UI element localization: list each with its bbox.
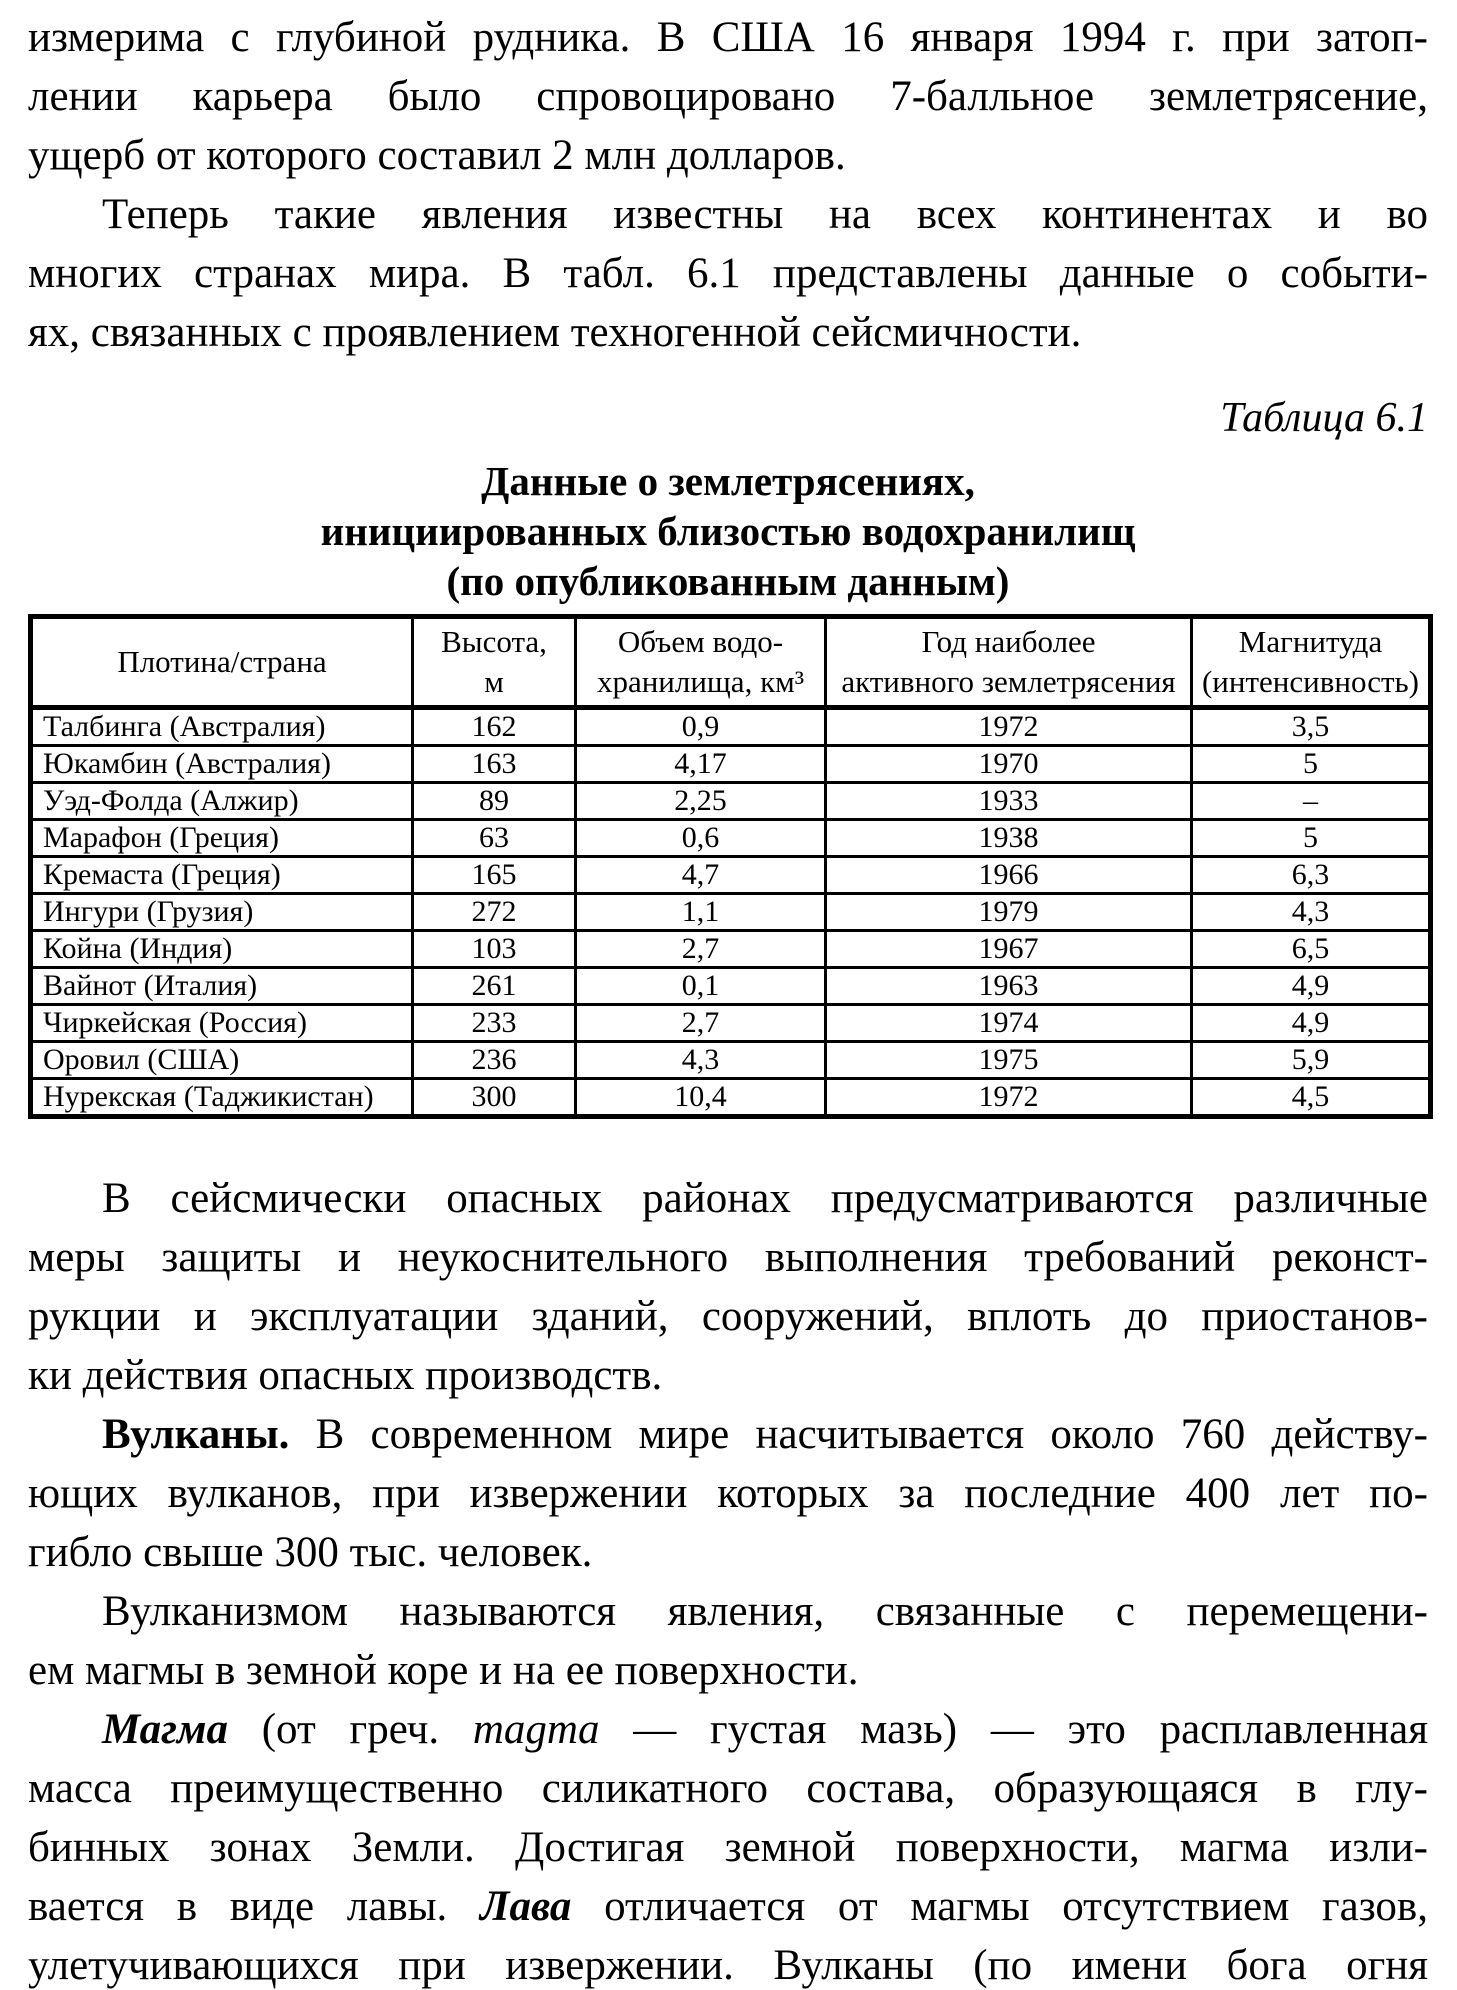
text-line <box>28 1582 1428 1641</box>
year-cell: 1975 <box>826 1042 1192 1079</box>
header-line: Год наиболее <box>921 624 1096 659</box>
dam-country-cell: Вайнот (Италия) <box>31 968 413 1005</box>
earthquake-data-table <box>28 614 1433 1119</box>
volume-cell: 4,17 <box>576 746 826 783</box>
table-row <box>31 820 1431 857</box>
height-cell: 236 <box>413 1042 576 1079</box>
year-cell: 1963 <box>826 968 1192 1005</box>
text-segment: Вулканизмом называются явления, связанные с перемещени- <box>102 1588 1428 1635</box>
volume-cell: 2,7 <box>576 1005 826 1042</box>
table-title-line: Данные о землетрясениях, <box>481 458 975 504</box>
height-cell: 233 <box>413 1005 576 1042</box>
table-row <box>31 746 1431 783</box>
volume-cell: 4,7 <box>576 857 826 894</box>
volume-cell: 2,25 <box>576 783 826 820</box>
volume-cell: 2,7 <box>576 931 826 968</box>
height-cell: 261 <box>413 968 576 1005</box>
height-cell: 89 <box>413 783 576 820</box>
volume-cell: 1,1 <box>576 894 826 931</box>
height-cell: 300 <box>413 1079 576 1117</box>
text-segment: — густая мазь) — это расплавленная <box>599 1706 1428 1753</box>
text-segment: вается в виде лавы. <box>28 1883 480 1930</box>
dam-country-cell: Марафон (Греция) <box>31 820 413 857</box>
volume-cell: 10,4 <box>576 1079 826 1117</box>
text-line <box>28 303 1428 362</box>
height-cell: 103 <box>413 931 576 968</box>
magnitude-cell: 4,3 <box>1192 894 1431 931</box>
header-line: Магнитуда <box>1238 624 1383 659</box>
header-line: (интенсивность) <box>1201 664 1419 699</box>
text-line <box>28 8 1428 67</box>
magnitude-cell: 3,5 <box>1192 708 1431 746</box>
height-cell: 272 <box>413 894 576 931</box>
dam-country-cell: Уэд-Фолда (Алжир) <box>31 783 413 820</box>
table-row <box>31 1042 1431 1079</box>
text-segment: ем магмы в земной коре и на ее поверхности. <box>28 1647 859 1694</box>
text-segment: измерима с глубиной рудника. В США 16 января 1994 г. при затоп- <box>28 14 1428 61</box>
table-row <box>31 1079 1431 1117</box>
text-segment: ях, связанных с проявлением техногенной сейсмичности. <box>28 309 1082 356</box>
year-cell: 1966 <box>826 857 1192 894</box>
text-segment: ки действия опасных производств. <box>28 1352 663 1399</box>
intro-paragraphs <box>28 8 1428 362</box>
text-line <box>28 1877 1428 1936</box>
text-segment: рукции и эксплуатации зданий, сооружений, вплоть до приостанов- <box>28 1293 1428 1340</box>
year-cell: 1972 <box>826 708 1192 746</box>
text-segment: (от греч. <box>227 1706 473 1753</box>
magnitude-cell: 4,9 <box>1192 1005 1431 1042</box>
text-line <box>28 185 1428 244</box>
text-line <box>28 244 1428 303</box>
text-segment: отличается от магмы отсутствием газов, <box>571 1883 1428 1930</box>
text-segment: бинных зонах Земли. Достигая земной поверхности, магма изли- <box>28 1824 1428 1871</box>
text-line <box>28 1169 1428 1228</box>
volume-header <box>576 617 826 708</box>
height-cell: 162 <box>413 708 576 746</box>
text-segment: многих странах мира. В табл. 6.1 представлены данные о событи- <box>28 250 1428 297</box>
table-row <box>31 783 1431 820</box>
dam-country-cell: Ингури (Грузия) <box>31 894 413 931</box>
dam-country-cell: Оровил (США) <box>31 1042 413 1079</box>
magnitude-cell: 6,3 <box>1192 857 1431 894</box>
emphasis-text: Вулканы. <box>102 1411 290 1458</box>
dam-country-cell: Койна (Индия) <box>31 931 413 968</box>
dam-country-cell: Кремаста (Греция) <box>31 857 413 894</box>
text-line <box>28 1641 1428 1700</box>
table-row <box>31 857 1431 894</box>
magnitude-cell: 5 <box>1192 820 1431 857</box>
text-line <box>28 67 1428 126</box>
text-line <box>28 1405 1428 1464</box>
emphasis-text: magma <box>472 1706 600 1753</box>
text-line <box>28 1759 1428 1818</box>
year-cell: 1938 <box>826 820 1192 857</box>
text-segment: В сейсмически опасных районах предусматриваются различные <box>102 1175 1428 1222</box>
text-segment: ющих вулканов, при извержении которых за последние 400 лет по- <box>28 1470 1428 1517</box>
table-title <box>28 456 1428 606</box>
text-segment: гибло свыше 300 тыс. человек. <box>28 1529 593 1576</box>
table-header-row <box>31 617 1431 708</box>
header-line: активного землетрясения <box>841 664 1176 699</box>
paragraph <box>28 185 1428 362</box>
dam-country-cell: Нурекская (Таджикистан) <box>31 1079 413 1117</box>
table-title-line: инициированных близостью водохранилищ <box>320 508 1136 554</box>
table-caption: Таблица 6.1 <box>1220 395 1428 441</box>
text-segment: улетучивающихся при извержении. Вулканы (по имени бога огня <box>28 1942 1428 1989</box>
year-cell: 1979 <box>826 894 1192 931</box>
table-row <box>31 1005 1431 1042</box>
text-segment: меры защиты и неукоснительного выполнения требований реконст- <box>28 1234 1428 1281</box>
paragraph <box>28 1582 1428 1700</box>
header-line: Высота, <box>441 624 547 659</box>
text-line <box>28 1936 1428 1990</box>
table-row <box>31 708 1431 746</box>
text-segment: лении карьера было спровоцировано 7-балльное землетрясение, <box>28 73 1428 120</box>
year-cell: 1972 <box>826 1079 1192 1117</box>
header-line: м <box>484 664 504 699</box>
header-line: Объем водо- <box>617 624 784 659</box>
emphasis-text: Лава <box>479 1883 572 1930</box>
text-segment: ущерб от которого составил 2 млн долларов. <box>28 132 846 179</box>
year-cell: 1974 <box>826 1005 1192 1042</box>
header-line: Плотина/страна <box>117 644 327 679</box>
height-cell: 63 <box>413 820 576 857</box>
height-cell: 163 <box>413 746 576 783</box>
year-cell: 1967 <box>826 931 1192 968</box>
text-segment: В современном мире насчитывается около 760 действу- <box>289 1411 1428 1458</box>
text-line <box>28 1700 1428 1759</box>
dam-country-cell: Чиркейская (Россия) <box>31 1005 413 1042</box>
body-paragraphs <box>28 1169 1428 1990</box>
table-row <box>31 968 1431 1005</box>
height-cell: 165 <box>413 857 576 894</box>
year-cell: 1970 <box>826 746 1192 783</box>
paragraph <box>28 8 1428 185</box>
text-line <box>28 1523 1428 1582</box>
volume-cell: 0,1 <box>576 968 826 1005</box>
magnitude-header <box>1192 617 1431 708</box>
text-line <box>28 1346 1428 1405</box>
year-header <box>826 617 1192 708</box>
text-segment: масса преимущественно силикатного состава, образующаяся в глу- <box>28 1765 1428 1812</box>
text-line <box>28 126 1428 185</box>
table-body <box>31 708 1431 1117</box>
magnitude-cell: 6,5 <box>1192 931 1431 968</box>
year-cell: 1933 <box>826 783 1192 820</box>
magnitude-cell: 4,9 <box>1192 968 1431 1005</box>
height-header <box>413 617 576 708</box>
magnitude-cell: 4,5 <box>1192 1079 1431 1117</box>
text-line <box>28 1818 1428 1877</box>
magnitude-cell: 5 <box>1192 746 1431 783</box>
paragraph <box>28 1700 1428 1990</box>
table-row <box>31 894 1431 931</box>
text-line <box>28 1228 1428 1287</box>
magnitude-cell: – <box>1192 783 1431 820</box>
paragraph <box>28 1169 1428 1405</box>
text-line <box>28 1464 1428 1523</box>
paragraph <box>28 1405 1428 1582</box>
dam-country-cell: Талбинга (Австралия) <box>31 708 413 746</box>
volume-cell: 4,3 <box>576 1042 826 1079</box>
dam-country-header <box>31 617 413 708</box>
emphasis-text: Магма <box>102 1706 228 1753</box>
volume-cell: 0,9 <box>576 708 826 746</box>
header-line: хранилища, км³ <box>596 664 805 699</box>
dam-country-cell: Юкамбин (Австралия) <box>31 746 413 783</box>
text-line <box>28 1287 1428 1346</box>
table-row <box>31 931 1431 968</box>
volume-cell: 0,6 <box>576 820 826 857</box>
magnitude-cell: 5,9 <box>1192 1042 1431 1079</box>
text-segment: Теперь такие явления известны на всех континентах и во <box>102 191 1428 238</box>
table-title-line: (по опубликованным данным) <box>446 558 1010 604</box>
